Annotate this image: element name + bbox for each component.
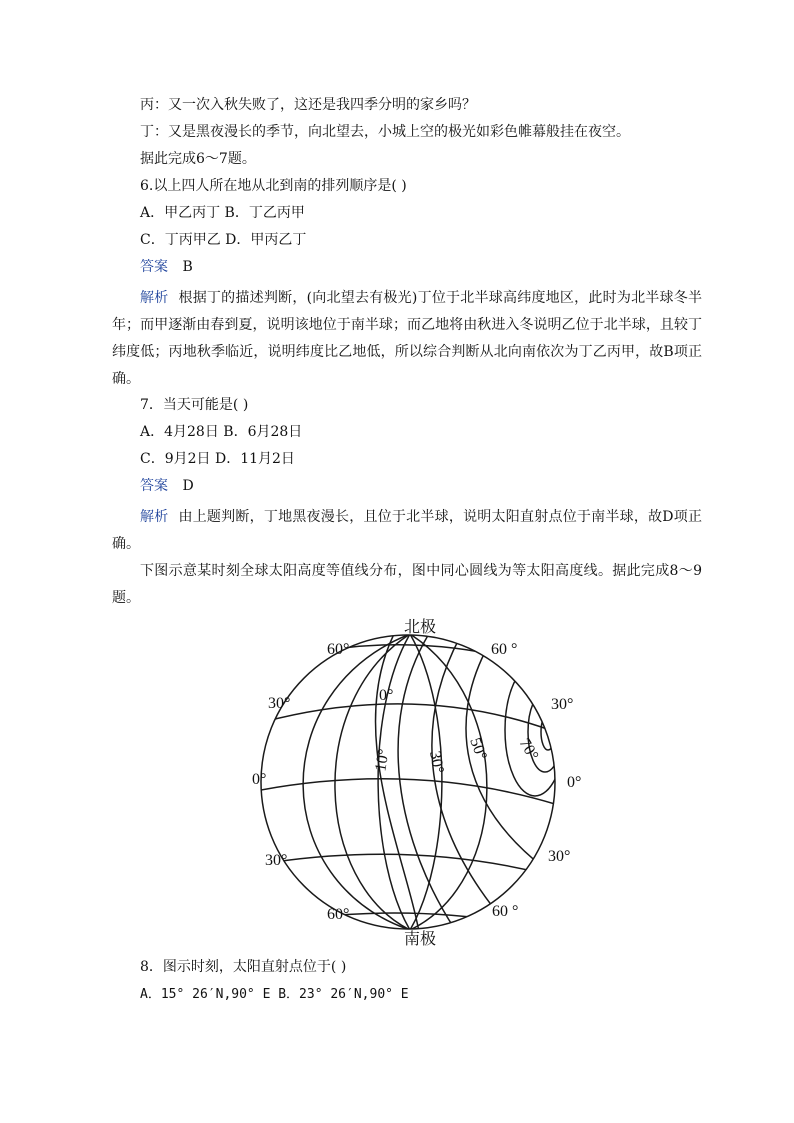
isoline-label-30: 30°: [426, 749, 447, 775]
analysis-tag: 解析: [140, 290, 169, 306]
isoline-label-70: 70°: [515, 735, 542, 764]
lat-label-0-right: 0°: [567, 774, 582, 791]
q6-analysis: [112, 285, 702, 393]
q6-answer: [140, 258, 193, 276]
dialogue-bing: 丙：又一次入秋失败了，这还是我四季分明的家乡吗？: [140, 97, 476, 113]
figure-intro: 下图示意某时刻全球太阳高度等值线分布，图中同心圆线为等太阳高度线。据此完成8～9题。: [112, 563, 702, 606]
q7-options-ab: A．4月28日 B．6月28日: [140, 424, 303, 440]
answer-tag: 答案: [140, 478, 168, 494]
q6-options-ab: A．甲乙丙丁 B．丁乙丙甲: [140, 205, 305, 221]
analysis-text: 由上题判断，丁地黑夜漫长，且位于北半球，说明太阳直射点位于南半球，故D项正确。: [112, 509, 702, 552]
lat-label-30s-right: 30°: [548, 848, 571, 865]
analysis-text: 根据丁的描述判断，(向北望去有极光)丁位于北半球高纬度地区，此时为北半球冬半年；而甲逐渐由春到夏，说明该地位于南半球；而乙地将由秋进入冬说明乙位于北半球，且较丁纬度低；丙地秋季临近，说明纬度比乙地低，所以综合判断从北向南依次为丁乙丙甲，故B项正确。: [112, 290, 703, 387]
analysis-tag: 解析: [140, 509, 169, 525]
meridian-line: [378, 634, 410, 930]
isoline-0: [375, 632, 420, 937]
isoline-80: [541, 714, 555, 750]
isoline-label-0: 0°: [379, 687, 394, 704]
lat-label-60n-right: 60 °: [491, 641, 518, 658]
isoline-label-50: 50°: [466, 735, 490, 763]
answer-tag: 答案: [140, 259, 168, 275]
answer-value: D: [182, 478, 194, 494]
sun-altitude-globe-figure: [245, 612, 597, 952]
q8-stem: 8．图示时刻，太阳直射点位于( ): [140, 959, 347, 975]
latitude-lines: [261, 645, 555, 922]
latitude-0-line: [261, 779, 555, 804]
q8-options: A．15° 26′N,90° E B．23° 26′N,90° E: [140, 987, 409, 1002]
q6-stem: 6.以上四人所在地从北到南的排列顺序是( ): [140, 178, 407, 194]
lat-label-60n-left: 60°: [327, 641, 350, 658]
lat-label-60s-right: 60 °: [492, 903, 519, 920]
lat-label-0-left: 0°: [252, 771, 267, 788]
meridian-line: [335, 634, 410, 930]
q7-answer: [140, 477, 194, 495]
meridian-lines: [303, 634, 487, 930]
q7-options-cd: C．9月2日 D．11月2日: [140, 451, 295, 467]
question-instruction: 据此完成6～7题。: [140, 151, 256, 167]
q7-stem: 7．当天可能是( ): [140, 397, 249, 413]
lat-label-30n-right: 30°: [551, 696, 574, 713]
dialogue-ding: 丁：又是黑夜漫长的季节，向北望去，小城上空的极光如彩色帷幕般挂在夜空。: [140, 124, 630, 140]
isoline-label-10: 10°: [372, 747, 393, 773]
latitude-30s-line: [275, 854, 545, 874]
answer-value: B: [182, 259, 193, 275]
north-pole-label: 北极: [404, 619, 437, 636]
isoline-60: [505, 664, 565, 796]
q6-options-cd: C．丁丙甲乙 D．甲丙乙丁: [140, 232, 307, 248]
isoline-30: [432, 637, 505, 922]
lat-label-30n-left: 30°: [268, 695, 291, 712]
south-pole-label: 南极: [404, 931, 437, 948]
q7-analysis: [112, 504, 702, 558]
lat-label-30s-left: 30°: [265, 852, 288, 869]
lat-label-60s-left: 60°: [327, 906, 350, 923]
